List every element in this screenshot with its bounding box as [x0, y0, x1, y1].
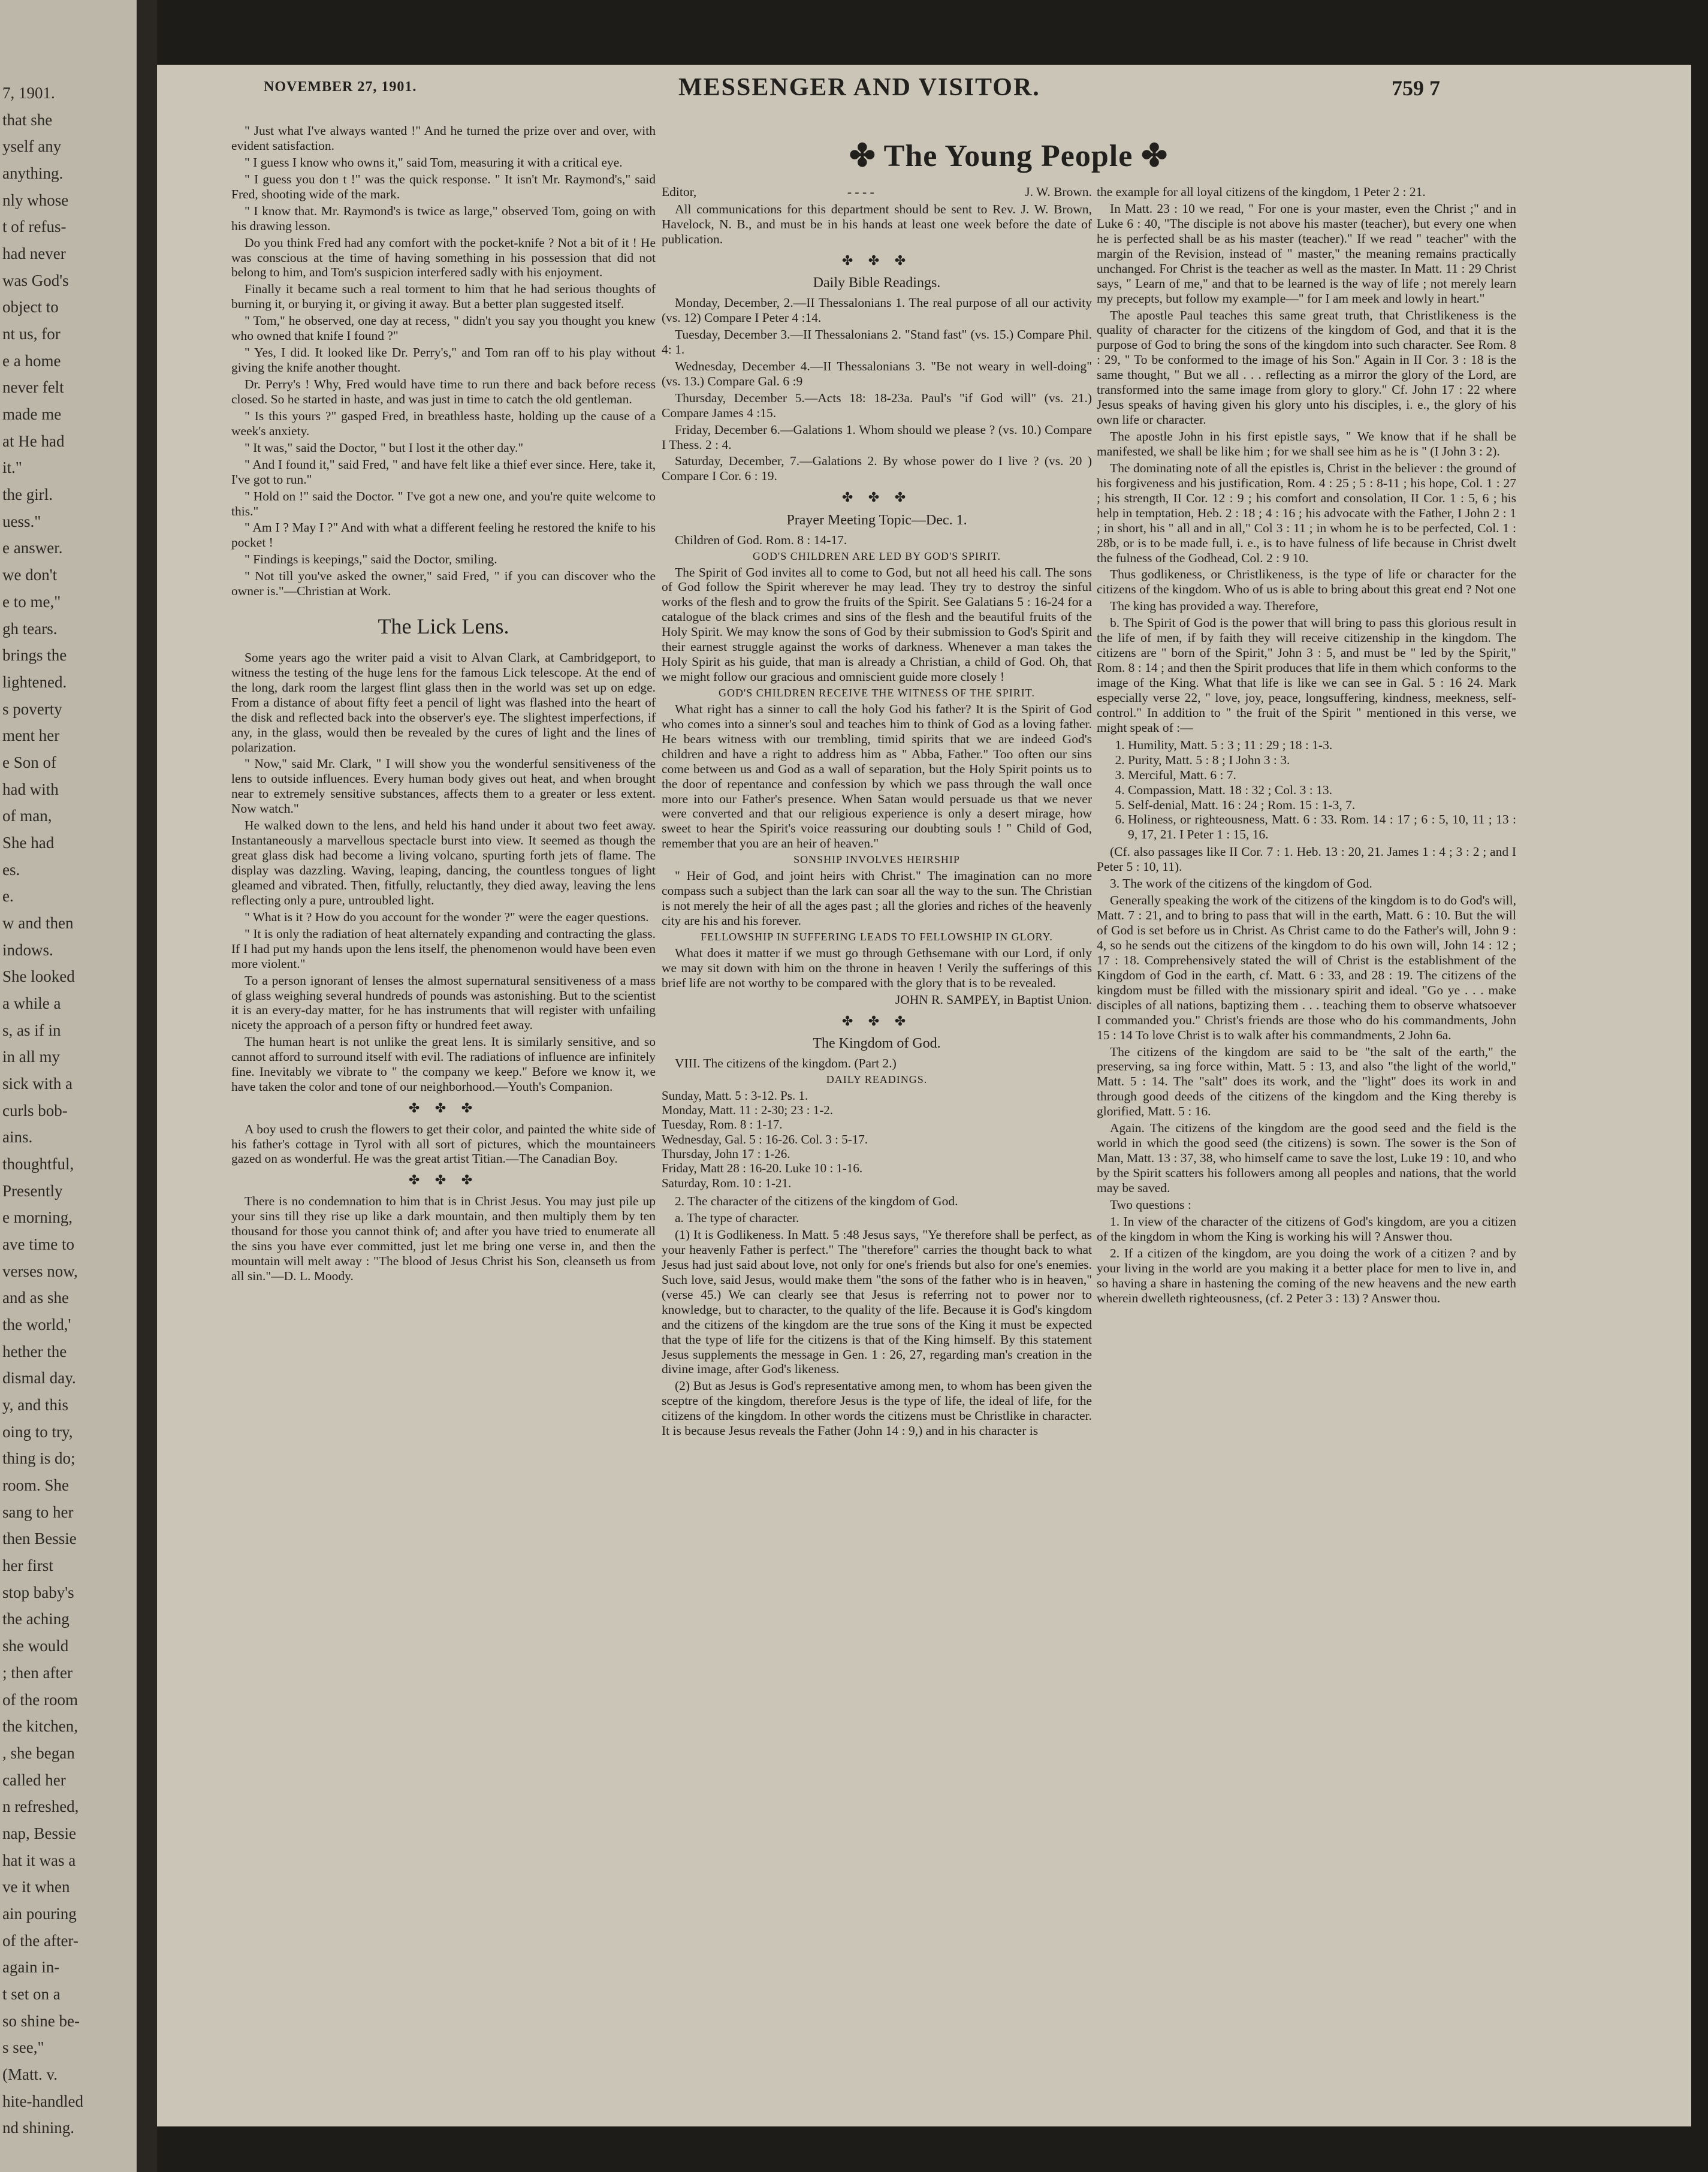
subheading: Prayer Meeting Topic—Dec. 1. — [786, 512, 967, 528]
fragment-line: nap, Bessie — [2, 1824, 76, 1842]
fragment-line: sick with a — [2, 1074, 73, 1093]
fragment-line: She had — [2, 833, 55, 852]
paragraph: Dr. Perry's ! Why, Fred would have time to run there and back before recess closed. So he started in haste, and was just in time to catch the old gentleman. — [231, 377, 656, 406]
paragraph: All communications for this department should be sent to Rev. J. W. Brown, Havelock, N. B., and must be in his hands at least one week before the date of publication. — [662, 201, 1092, 246]
paragraph: b. The Spirit of God is the power that will bring to pass this glorious result in the life of men, if by faith they will receive citizenship in the kingdom. The citizens are " born of the Spirit," John 3 : 5, and must be " led by the Spirit," Rom. 8 : 14 ; and then the Spirit produces that life in them which conforms to the image of the King. What that life is like we can see in Gal. 5 : 16 24. Mark especially verse 22, " love, joy, peace, longsuffering, kindness, meekness, self-control." In addition to " the fruit of the Spirit " mentioned in this verse, we might speak of :— — [1097, 616, 1516, 735]
fragment-line: ave time to — [2, 1235, 74, 1254]
paragraph: the example for all loyal citizens of the kingdom, 1 Peter 2 : 21. — [1097, 185, 1426, 199]
fragment-line: then Bessie — [2, 1530, 77, 1548]
newspaper-page — [157, 65, 1691, 2142]
fragment-line: Presently — [2, 1181, 63, 1200]
paragraph: Saturday, December, 7.—Galations 2. By whose power do I live ? (vs. 20 ) Compare I Cor. 6 : 19. — [662, 454, 1092, 484]
paragraph: " Now," said Mr. Clark, " I will show you the wonderful sensitiveness of the lens to outside influences. Every human body gives out heat, and when brought near to extremely sensitive substances, affects them to a greater or less extent. Now watch." — [231, 756, 656, 816]
fragment-line: ; then after — [2, 1663, 73, 1682]
fragment-line: that she — [2, 110, 53, 129]
fragment-line: it." — [2, 458, 22, 477]
column-1 — [231, 123, 656, 2124]
paragraph: Tuesday, December 3.—II Thessalonians 2. "Stand fast" (vs. 15.) Compare Phil. 4: 1. — [662, 327, 1092, 357]
editor-line — [662, 185, 1092, 200]
fragment-line: of the after- — [2, 1931, 79, 1950]
editor-label: Editor, — [662, 185, 697, 199]
column-2-body — [662, 202, 1092, 1438]
fragment-line: t set on a — [2, 1984, 61, 2003]
caps-subheading: SONSHIP INVOLVES HEIRSHIP — [793, 853, 960, 866]
fragment-line: nd shining. — [2, 2119, 75, 2137]
fragment-line: s, as if in — [2, 1021, 61, 1039]
fragment-line: n refreshed, — [2, 1797, 79, 1816]
fragment-line: s poverty — [2, 699, 62, 718]
paragraph: " Just what I've always wanted !" And he turned the prize over and over, with evident satisfaction. — [231, 123, 656, 153]
fragment-line: thing is do; — [2, 1449, 76, 1468]
virtue-list — [1097, 738, 1516, 843]
paragraph: " Hold on !" said the Doctor. " I've got a new one, and you're quite welcome to this." — [231, 488, 656, 518]
paragraph: Some years ago the writer paid a visit to Alvan Clark, at Cambridgeport, to witness the testing of the huge lens for the famous Lick telescope. At the end of the long, dark room the largest flint glass then in the world was set up on edge. From a distance of about fifty feet a pencil of light was flashed into the heart of the disk and reflected back into the observer's eye. The slightest imperfections, if any, in the glass, would then be revealed by the cures of light and the lines of polarization. — [231, 650, 656, 755]
paragraph: " Tom," he observed, one day at recess, " didn't you say you thought you knew who owned that knife I found ?" — [231, 313, 656, 343]
paragraph: 2. If a citizen of the kingdom, are you doing the work of a citizen ? and by your living in the world are you making it a better place for men to live in, and so having a share in hastening the coming of the new heavens and the new earth wherein dwelleth righteousness, (cf. 2 Peter 3 : 13) ? Answer thou. — [1097, 1245, 1516, 1305]
fragment-line: at He had — [2, 432, 65, 450]
caps-subheading: GOD'S CHILDREN RECEIVE THE WITNESS OF THE SPIRIT. — [719, 687, 1035, 699]
fragment-line: never felt — [2, 378, 64, 397]
fragment-line: had with — [2, 780, 59, 798]
adjacent-page-fragment — [0, 0, 137, 2172]
fragment-line: e to me," — [2, 592, 61, 611]
paragraph: The apostle Paul teaches this same great truth, that Christlikeness is the quality of character for the citizens of the kingdom of God, and that it is the purpose of God to bring the sons of the kingdom into such character. See Rom. 8 : 29, " To be conformed to the image of his Son." Again in II Cor. 3 : 18 is the same thought, " But we all . . . reflecting as a mirror the glory of the Lord, are transformed into the same image from glory to glory." Cf. John 17 : 22 where Jesus speaks of having given his glory unto his disciples, i. e., the glory of his own life or character. — [1097, 307, 1516, 427]
paragraph: " Am I ? May I ?" And with what a different feeling he restored the knife to his pocket ! — [231, 520, 656, 550]
fragment-line: hite-handled — [2, 2092, 83, 2110]
caps-subheading: DAILY READINGS. — [826, 1073, 928, 1085]
ornament-divider: ✤ ✤ ✤ — [408, 1172, 479, 1188]
paragraph: The Spirit of God invites all to come to God, but not all heed his call. The sons of God follow the Spirit wherever he may lead. They try to destroy the sinful works of the flesh and to grow the fruits of the Spirit. See Galatians 5 : 16-24 for a catalogue of the black crimes and sins of the flesh and the beautiful fruits of the Holy Spirit. We may know the sons of God by their submission to God's Spirit and their earnest struggle against the works of darkness. Whenever a man takes the Holy Spirit as his guide, that man is already a Christian, a child of God. Oh, that we might follow our gracious and omniscient guide more closely ! — [662, 565, 1092, 684]
caps-subheading: FELLOWSHIP IN SUFFERING LEADS TO FELLOWSHIP IN GLORY. — [701, 930, 1053, 943]
fragment-line: ment her — [2, 726, 60, 745]
fragment-line: of the room — [2, 1690, 78, 1709]
scan-edge — [157, 2126, 1691, 2142]
paragraph: Thursday, December 5.—Acts 18: 18-23a. Paul's "if God will" (vs. 21.) Compare James 4 :15. — [662, 390, 1092, 420]
paragraph: 3. The work of the citizens of the kingdom of God. — [1110, 876, 1372, 891]
paragraph: " Findings is keepings," said the Doctor, smiling. — [245, 552, 497, 567]
paragraph: 2. The character of the citizens of the kingdom of God. — [675, 1194, 958, 1209]
fragment-line: in all my — [2, 1048, 60, 1066]
fragment-line: had never — [2, 245, 66, 263]
page-header — [157, 65, 1691, 107]
paragraph: VIII. The citizens of the kingdom. (Part 2.) — [675, 1055, 897, 1070]
fragment-line: the girl. — [2, 485, 53, 504]
paragraph: What does it matter if we must go through Gethsemane with our Lord, if only we may sit down with him on the throne in heaven ! Verily the sufferings of this brief life are not worthy to be compared with the glory that is to be revealed. — [662, 945, 1092, 990]
list-item: 3. Merciful, Matt. 6 : 7. — [1128, 768, 1516, 783]
paragraph: Wednesday, December 4.—II Thessalonians 3. "Be not weary in well-doing" (vs. 13.) Compare Gal. 6 :9 — [662, 358, 1092, 388]
list-item: 4. Compassion, Matt. 18 : 32 ; Col. 3 : 13. — [1128, 783, 1516, 798]
fragment-line: y, and this — [2, 1396, 68, 1414]
fragment-line: of man, — [2, 807, 52, 825]
fragment-line: 7, 1901. — [2, 84, 55, 102]
fragment-line: so shine be- — [2, 2011, 80, 2030]
blank-margin — [1522, 123, 1690, 2124]
fragment-line: t of refus- — [2, 218, 67, 236]
paragraph: Finally it became such a real torment to him that he had serious thoughts of burning it, or burying it, or giving it away. But a better plan suggested itself. — [231, 282, 656, 312]
fragment-line: her first — [2, 1556, 53, 1575]
issue-date: NOVEMBER 27, 1901. — [264, 79, 417, 95]
paragraph: Monday, December, 2.—II Thessalonians 1. The real purpose of all our activity (vs. 12) Compare I Peter 4 :14. — [662, 295, 1092, 325]
paragraph: A boy used to crush the flowers to get their color, and painted the white side of his father's cottage in Tyrol with all sort of pictures, which the mountaineers gazed on as wonderful. He was the great artist Titian.—The Canadian Boy. — [231, 1121, 656, 1166]
fragment-line: indows. — [2, 940, 53, 959]
fragment-line: e a home — [2, 351, 61, 370]
fragment-line: room. She — [2, 1476, 69, 1495]
fragment-line: e Son of — [2, 753, 56, 771]
paragraph: " What is it ? How do you account for the wonder ?" were the eager questions. — [245, 909, 649, 924]
paragraph: Thus godlikeness, or Christlikeness, is the type of life or character for the citizens of the kingdom. Who of us is able to bring about this great end ? Not one — [1097, 567, 1516, 597]
paragraph: a. The type of character. — [675, 1211, 799, 1226]
list-item: 5. Self-denial, Matt. 16 : 24 ; Rom. 15 : 1-3, 7. — [1128, 798, 1516, 813]
fragment-line: hat it was a — [2, 1851, 76, 1869]
fragment-line: stop baby's — [2, 1583, 74, 1601]
signature: JOHN R. SAMPEY, in Baptist Union. — [895, 992, 1092, 1007]
reading-item: Thursday, John 17 : 1-26. — [662, 1147, 790, 1162]
section-title: ✤ The Young People ✤ — [849, 139, 1168, 173]
fragment-line: object to — [2, 298, 59, 316]
fragment-line: nly whose — [2, 191, 69, 209]
fragment-line: called her — [2, 1770, 66, 1789]
fragment-line: the kitchen, — [2, 1717, 78, 1736]
subheading: Daily Bible Readings. — [813, 275, 941, 291]
reading-item: Sunday, Matt. 5 : 3-12. Ps. 1. — [662, 1088, 808, 1103]
paragraph: The king has provided a way. Therefore, — [1110, 599, 1319, 614]
masthead-title: MESSENGER AND VISITOR. — [678, 74, 1040, 101]
paragraph: " I guess you don t !" was the quick response. " It isn't Mr. Raymond's," said Fred, shooting wide of the mark. — [231, 171, 656, 201]
paragraph: He walked down to the lens, and held his hand under it about two feet away. Instantaneously a marvellous spectacle burst into view. It seemed as though the great glass disk had become a living volcano, spurting forth jets of flame. The display was dazzling. Waving, leaping, dancing, the countless tongues of light gleamed and vibrated. Then, fitfully, reluctantly, they died away, leaving the lens reflecting only a pure, untroubled light. — [231, 818, 656, 907]
editor-name: J. W. Brown. — [1025, 185, 1092, 199]
fragment-line: lightened. — [2, 672, 67, 691]
paragraph: Do you think Fred had any comfort with the pocket-knife ? Not a bit of it ! He was conscious at the time of having something in his possession that did not belong to him, and Tom's suspicion interfered sadly with his enjoyment. — [231, 235, 656, 280]
fragment-line: verses now, — [2, 1262, 78, 1280]
fragment-line: nt us, for — [2, 325, 61, 343]
fragment-line: es. — [2, 860, 20, 879]
fragment-line: brings the — [2, 646, 67, 665]
reading-item: Tuesday, Rom. 8 : 1-17. — [662, 1117, 783, 1132]
paragraph: What right has a sinner to call the holy God his father? It is the Spirit of God who comes into a sinner's soul and teaches him to think of God as a loving father. He bears witness with our trembling, timid spirits that we are indeed God's children and have a right to address him as " Abba, Father." Too often our sins come between us and God as a wall of separation, but the Holy Spirit points us to the door of repentance and confession by which we pass through the wall once more into our Father's presence. When Satan would persuade us that we never were converted and that our religious experience is only a desert mirage, how sweet to hear the Spirit's voice reassuring our doubting souls ! " Child of God, remember that you are an heir of heaven." — [662, 701, 1092, 851]
paragraph: The citizens of the kingdom are said to be "the salt of the earth," the preserving, sa ing force within, Matt. 5 : 13, and also "the light of the world," Matt. 5 : 14. The "salt" does its work, and the "light" does its work in and through good deeds of the citizens of the kingdom and the King thereby is glorified, Matt. 5 : 16. — [1097, 1044, 1516, 1119]
paragraph: In Matt. 23 : 10 we read, " For one is your master, even the Christ ;" and in Luke 6 : 40, "The disciple is not above his master (teacher), but every one when he is perfected shall be as his master (teacher)." If we read " teacher" with the margin of the Revision, instead of " master," the meaning remains practically unchanged. For Christ is the teacher as well as the master. In Matt. 11 : 29 Christ says, " Learn of me," and that to be learned is the way of life ; not merely learn my precepts, but follow my example—" for I am meek and lowly in heart." — [1097, 201, 1516, 306]
fragment-line: uess." — [2, 512, 41, 530]
fragment-line: she would — [2, 1637, 69, 1655]
reading-item: Saturday, Rom. 10 : 1-21. — [662, 1175, 792, 1190]
fragment-line: hether the — [2, 1342, 67, 1360]
fragment-line: ve it when — [2, 1878, 70, 1896]
column-3 — [1097, 185, 1516, 2124]
reading-item: Monday, Matt. 11 : 2-30; 23 : 1-2. — [662, 1103, 834, 1118]
fragment-line: e. — [2, 887, 14, 906]
fragment-line: made me — [2, 405, 62, 424]
paragraph: The apostle John in his first epistle says, " We know that if he shall be manifested, we shall be like him ; for we shall see him as he is " (I John 3 : 2). — [1097, 429, 1516, 458]
fragment-line: w and then — [2, 913, 74, 932]
paragraph: Generally speaking the work of the citizens of the kingdom is to do God's will, Matt. 7 : 21, and to bring to pass that will in the earth, Matt. 6 : 10. But the will of God is set before us in Christ. As Christ came to do the Father's will, John 9 : 4, so he sends out the citizens of the kingdom to do his own will, John 14 : 12 ; 17 : 18. Comprehensively stated the will of Christ is the establishment of the Kingdom of God in the earth, cf. Matt. 6 : 33, and 28 : 19. The citizens of the kingdom must be filled with the missionary spirit and ideal. "Go ye . . . make disciples of all nations, baptizing them . . . teaching them to observe whatsoever I commanded you." Christ's friends are those who do his commandments, John 15 : 14 To love Christ is to walk after his commandments, 2 John 6a. — [1097, 893, 1516, 1042]
reading-item: Friday, Matt 28 : 16-20. Luke 10 : 1-16. — [662, 1161, 863, 1176]
fragment-line: (Matt. v. — [2, 2065, 58, 2083]
fragment-line: She looked — [2, 967, 75, 986]
fragment-line: the world,' — [2, 1316, 71, 1334]
fragment-line: again in- — [2, 1958, 60, 1977]
paragraph: The dominating note of all the epistles is, Christ in the believer : the ground of his forgiveness and his justification, Rom. 4 : 25 ; 5 : 8-11 ; his hope, Col. 1 : 27 ; his strength, II Cor. 12 : 9 ; his comfort and consolation, II Cor. 1 : 5, 6 ; his help in temptation, Heb. 2 : 18 ; 4 : 16 ; his advocate with the Father, I John 2 : 1 ; in short, his " all and in all," Col 3 : 11 ; in whom he is to be perfected, Col. 1 : 28b, or is to be made full, i. e., is to have fulness of life because in Christ dwelt the fulness of the Godhead, Col. 2 : 9 10. — [1097, 460, 1516, 565]
fragment-line: gh tears. — [2, 619, 58, 638]
paragraph: There is no condemnation to him that is in Christ Jesus. You may just pile up your sins till they rise up like a dark mountain, and then multiply them by ten thousand for those you cannot think of; and after you have tried to enumerate all the sins you have ever committed, just let me bring one verse in, and then the mountain will melt away : "The blood of Jesus Christ his Son, cleanseth us from all sin."—D. L. Moody. — [231, 1193, 656, 1283]
paragraph: To a person ignorant of lenses the almost supernatural sensitiveness of a mass of glass weighing several hundreds of pounds was astonishing. But to the scientist it is an every-day matter, for he has instruments that will register with unfailing nicety the approach of a person fifty or hundred feet away. — [231, 973, 656, 1033]
paragraph: Children of God. Rom. 8 : 14-17. — [675, 532, 847, 547]
fragment-line: oing to try, — [2, 1422, 73, 1441]
paragraph: " Not till you've asked the owner," said Fred, " if you can discover who the owner is."—Christian at Work. — [231, 569, 656, 599]
fragment-line: yself any — [2, 137, 62, 156]
reading-item: Wednesday, Gal. 5 : 16-26. Col. 3 : 5-17. — [662, 1132, 868, 1147]
list-item: 6. Holiness, or righteousness, Matt. 6 : 33. Rom. 14 : 17 ; 6 : 5, 10, 11 ; 13 : 9, 17, 21. I Peter 1 : 15, 16. — [1128, 812, 1516, 842]
fragment-line: sang to her — [2, 1503, 74, 1521]
paragraph: Friday, December 6.—Galations 1. Whom should we please ? (vs. 10.) Compare I Thess. 2 : 4. — [662, 422, 1092, 452]
fragment-line: dismal day. — [2, 1369, 76, 1387]
paragraph: 1. In view of the character of the citizens of God's kingdom, are you a citizen of the kingdom in whom the King is working his will ? Answer thou. — [1097, 1214, 1516, 1244]
fragment-line: , she began — [2, 1743, 75, 1762]
paragraph: Again. The citizens of the kingdom are the good seed and the field is the world in which the good seed (the citizens) is sown. The sower is the Son of Man, Matt. 13 : 37, 38, who himself came to save the lost, Luke 19 : 10, and who by the Spirit scatters his followers among all peoples and nations, that the world may be saved. — [1097, 1121, 1516, 1195]
editor-dashes: - - - - — [847, 185, 874, 199]
fragment-line: curls bob- — [2, 1101, 68, 1120]
paragraph: " Heir of God, and joint heirs with Christ." The imagination can no more compass such a subject than the lark can soar all the way to the sun. The Christian is not merely the heir of all the ages past ; all the glories and riches of the heavenly city are his and his forever. — [662, 868, 1092, 928]
paragraph: Two questions : — [1110, 1197, 1191, 1212]
paragraph: " Is this yours ?" gasped Fred, in breathless haste, holding up the cause of a week's anxiety. — [231, 408, 656, 438]
list-item: 2. Purity, Matt. 5 : 8 ; I John 3 : 3. — [1128, 753, 1516, 768]
binding-gutter — [137, 0, 157, 2172]
fragment-line: e answer. — [2, 539, 63, 557]
paragraph: " I know that. Mr. Raymond's is twice as large," observed Tom, going on with his drawing lesson. — [231, 203, 656, 233]
fragment-line: ain pouring — [2, 1904, 77, 1923]
paragraph: (Cf. also passages like II Cor. 7 : 1. Heb. 13 : 20, 21. James 1 : 4 ; 3 : 2 ; and I Peter 5 : 10, 11). — [1097, 844, 1516, 874]
list-item: 1. Humility, Matt. 5 : 3 ; 11 : 29 ; 18 : 1-3. — [1128, 738, 1516, 753]
subheading: The Kingdom of God. — [813, 1036, 941, 1052]
ornament-divider: ✤ ✤ ✤ — [841, 252, 912, 268]
paragraph: " I guess I know who owns it," said Tom, measuring it with a critical eye. — [245, 155, 623, 170]
ornament-divider: ✤ ✤ ✤ — [408, 1100, 479, 1116]
caps-subheading: GOD'S CHILDREN ARE LED BY GOD'S SPIRIT. — [752, 550, 1001, 562]
fragment-line: and as she — [2, 1289, 69, 1307]
fragment-line: thoughtful, — [2, 1155, 74, 1173]
page-number: 759 7 — [1392, 76, 1440, 100]
fragment-line: the aching — [2, 1610, 70, 1628]
paragraph: (2) But as Jesus is God's representative among men, to whom has been given the sceptre of the kingdom, therefore Jesus is the type of life, the ideal of life, for the citizens of the kingdom. In other words the citizens must be Christlike in character. It is because Jesus reveals the Father (John 14 : 9,) and in his character is — [662, 1378, 1092, 1438]
paragraph: " It was," said the Doctor, " but I lost it the other day." — [245, 440, 524, 455]
paragraph: " It is only the radiation of heat alternately expanding and contracting the glass. If I had put my hands upon the lens itself, the phenomenon would have been even more violent." — [231, 926, 656, 971]
article-heading: The Lick Lens. — [378, 614, 509, 639]
paragraph: (1) It is Godlikeness. In Matt. 5 :48 Jesus says, "Ye therefore shall be perfect, as your heavenly Father is perfect." The "therefore" carries the thought back to what Jesus had just said about love, not only for one's friends but also for one's enemies. Such love, said Jesus, would make them "the sons of the father who is in heaven," (verse 45.) We can clearly see that Jesus is referring not to power nor to knowledge, but to character, to the quality of the life. Because it is God's kingdom and the citizens of the kingdom are the true sons of the King it must be expected that the type of life for the citizens is that of the King himself. By this statement Jesus supplements the message in Gen. 1 : 26, 27, regarding man's creation in the divine image, after God's likeness. — [662, 1227, 1092, 1377]
fragment-line: we don't — [2, 566, 58, 584]
fragment-line: anything. — [2, 164, 64, 183]
readings-list — [662, 1088, 1092, 1191]
fragment-line: ains. — [2, 1128, 33, 1147]
paragraph: The human heart is not unlike the great lens. It is similarly sensitive, and so cannot afford to surround itself with evil. The radiations of influence are infinitely fine. Inevitably we vibrate to " the company we keep." Before we know it, we have taken the color and tone of our neighborhood.—Youth's Companion. — [231, 1034, 656, 1094]
paragraph: " And I found it," said Fred, " and have felt like a thief ever since. Here, take it, I've got to run." — [231, 457, 656, 487]
fragment-line: was God's — [2, 271, 69, 289]
ornament-divider: ✤ ✤ ✤ — [841, 490, 912, 505]
fragment-line: s see," — [2, 2038, 44, 2057]
ornament-divider: ✤ ✤ ✤ — [841, 1013, 912, 1028]
column-2 — [662, 185, 1092, 2124]
paragraph: " Yes, I did. It looked like Dr. Perry's," and Tom ran off to his play without giving the knife another thought. — [231, 345, 656, 375]
fragment-line: a while a — [2, 994, 61, 1012]
fragment-line: e morning, — [2, 1208, 73, 1227]
